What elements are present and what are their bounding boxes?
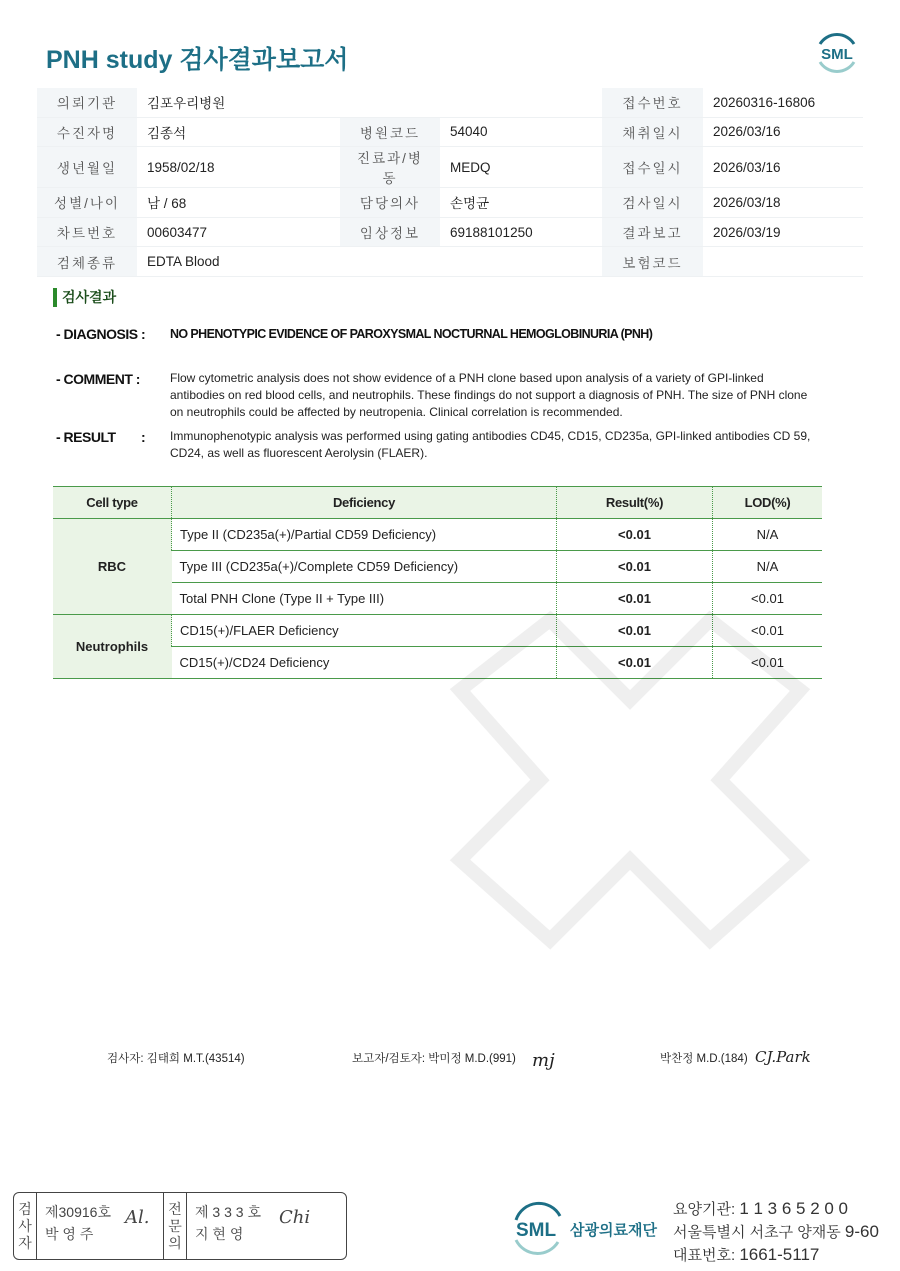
specialist-license-no: 제 3 3 3 호 <box>195 1204 261 1220</box>
info-row <box>37 188 863 218</box>
cell-type-group: RBC <box>53 519 172 615</box>
info-label: 진료과/병동 <box>340 147 440 188</box>
info-label: 결과보고 <box>602 217 703 247</box>
info-label: 채취일시 <box>602 117 703 147</box>
info-row <box>37 217 863 247</box>
tester-handwritten-signature: Al. <box>125 1207 150 1228</box>
info-row <box>37 147 863 188</box>
result-cell: <0.01 <box>557 583 713 615</box>
info-value: EDTA Blood <box>137 247 340 277</box>
info-value <box>703 247 863 277</box>
page-title: PNH study 검사결과보고서 <box>46 46 349 74</box>
info-value: 남 / 68 <box>137 188 340 218</box>
phone-label: 대표번호: <box>673 1247 736 1264</box>
lod-cell: <0.01 <box>713 615 823 647</box>
institution-code: 1 1 3 6 5 2 0 0 <box>739 1199 849 1218</box>
patient-info-table <box>37 88 863 277</box>
comment-label: - COMMENT : <box>56 371 140 387</box>
lod-cell: N/A <box>713 551 823 583</box>
deficiency-cell: CD15(+)/FLAER Deficiency <box>172 615 557 647</box>
info-value: 손명균 <box>440 188 602 218</box>
info-row <box>37 88 863 117</box>
header-lod: LOD(%) <box>713 487 823 519</box>
info-label: 검사일시 <box>602 188 703 218</box>
info-label <box>340 88 440 117</box>
info-value: 2026/03/19 <box>703 217 863 247</box>
section-title: 검사결과 <box>53 288 116 307</box>
comment-text: Flow cytometric analysis does not show evidence of a PNH clone based upon analysis of a variety of GPI-linked antibodies on red blood cells, and neutrophils. These findings do not support a diagnosis of PNH. The size of PNH clone on neutrophils could be affected by neutropenia. Clinical correlation is recommended. <box>170 371 808 419</box>
tester-signature: 검사자: 김태희 M.T.(43514) <box>107 1053 245 1065</box>
info-value: 20260316-16806 <box>703 88 863 117</box>
info-label: 임상정보 <box>340 217 440 247</box>
phone-number: 1661-5117 <box>739 1245 820 1264</box>
stamp-char: 의 <box>168 1234 182 1251</box>
deficiency-cell: CD15(+)/CD24 Deficiency <box>172 647 557 679</box>
address: 서울특별시 서초구 양재동 <box>673 1224 841 1241</box>
reporter-handwritten-signature: mj <box>532 1050 555 1071</box>
header-result: Result(%) <box>557 487 713 519</box>
result-cell: <0.01 <box>557 519 713 551</box>
info-label: 병원코드 <box>340 117 440 147</box>
specialist-name: 지 현 영 <box>195 1226 244 1242</box>
specialist-handwritten-signature: Chi <box>279 1207 311 1228</box>
stamp-char: 문 <box>168 1217 182 1234</box>
info-label: 검체종류 <box>37 247 137 277</box>
info-label: 담당의사 <box>340 188 440 218</box>
info-value <box>440 247 602 277</box>
info-row <box>37 247 863 277</box>
tester-name: 박 영 주 <box>45 1226 94 1242</box>
deficiency-cell: Type II (CD235a(+)/Partial CD59 Deficiency) <box>172 519 557 551</box>
doctor-signature: 박찬정 M.D.(184) <box>660 1053 748 1065</box>
table-row <box>53 519 822 551</box>
result-cell: <0.01 <box>557 647 713 679</box>
lod-cell: <0.01 <box>713 647 823 679</box>
result-cell: <0.01 <box>557 615 713 647</box>
svg-text:SML: SML <box>515 1220 557 1241</box>
info-label: 보험코드 <box>602 247 703 277</box>
doctor-handwritten-signature: CJ.Park <box>755 1048 811 1066</box>
footer-org-name: 삼광의료재단 <box>570 1222 657 1239</box>
info-value: 2026/03/16 <box>703 117 863 147</box>
info-label: 성별/나이 <box>37 188 137 218</box>
info-value: 00603477 <box>137 217 340 247</box>
info-label: 의뢰기관 <box>37 88 137 117</box>
header-cell-type: Cell type <box>53 487 172 519</box>
license-stamp <box>13 1192 347 1260</box>
result-colon: : <box>141 429 146 445</box>
result-text: Immunophenotypic analysis was performed using gating antibodies CD45, CD15, CD235a, GPI-linked antibodies CD 59, CD24, as well as fluorescent Aerolysin (FLAER). <box>170 429 811 460</box>
result-label: - RESULT <box>56 429 116 445</box>
info-value <box>440 88 602 117</box>
diagnosis-label: - DIAGNOSIS : <box>56 326 146 342</box>
info-value: 2026/03/18 <box>703 188 863 218</box>
info-label: 접수일시 <box>602 147 703 188</box>
code-label: 요양기관: <box>673 1201 736 1218</box>
result-cell: <0.01 <box>557 551 713 583</box>
info-value: 김종석 <box>137 117 340 147</box>
watermark-icon <box>400 560 860 1040</box>
info-value: 54040 <box>440 117 602 147</box>
tester-license-no: 제30916호 <box>45 1204 111 1220</box>
lod-cell: <0.01 <box>713 583 823 615</box>
info-label <box>340 247 440 277</box>
header-deficiency: Deficiency <box>172 487 557 519</box>
footer-sml-logo-icon <box>508 1198 568 1258</box>
reporter-signature: 보고자/검토자: 박미정 M.D.(991) <box>352 1053 516 1065</box>
info-value: 김포우리병원 <box>137 88 340 117</box>
info-label: 수진자명 <box>37 117 137 147</box>
info-label: 접수번호 <box>602 88 703 117</box>
lod-cell: N/A <box>713 519 823 551</box>
stamp-char: 검 <box>18 1200 32 1217</box>
info-label: 생년월일 <box>37 147 137 188</box>
svg-text:SML: SML <box>821 46 853 63</box>
info-value: 1958/02/18 <box>137 147 340 188</box>
diagnosis-text: NO PHENOTYPIC EVIDENCE OF PAROXYSMAL NOCTURNAL HEMOGLOBINURIA (PNH) <box>170 327 653 341</box>
cell-type-group: Neutrophils <box>53 615 172 679</box>
stamp-char: 전 <box>168 1200 182 1217</box>
info-value: 2026/03/16 <box>703 147 863 188</box>
address-number: 9-60 <box>844 1222 879 1241</box>
stamp-char: 자 <box>18 1234 32 1251</box>
deficiency-cell: Total PNH Clone (Type II + Type III) <box>172 583 557 615</box>
info-row <box>37 117 863 147</box>
info-label: 차트번호 <box>37 217 137 247</box>
info-value: MEDQ <box>440 147 602 188</box>
info-value: 69188101250 <box>440 217 602 247</box>
deficiency-cell: Type III (CD235a(+)/Complete CD59 Deficiency) <box>172 551 557 583</box>
stamp-char: 사 <box>18 1217 32 1234</box>
sml-logo-icon <box>812 30 862 74</box>
